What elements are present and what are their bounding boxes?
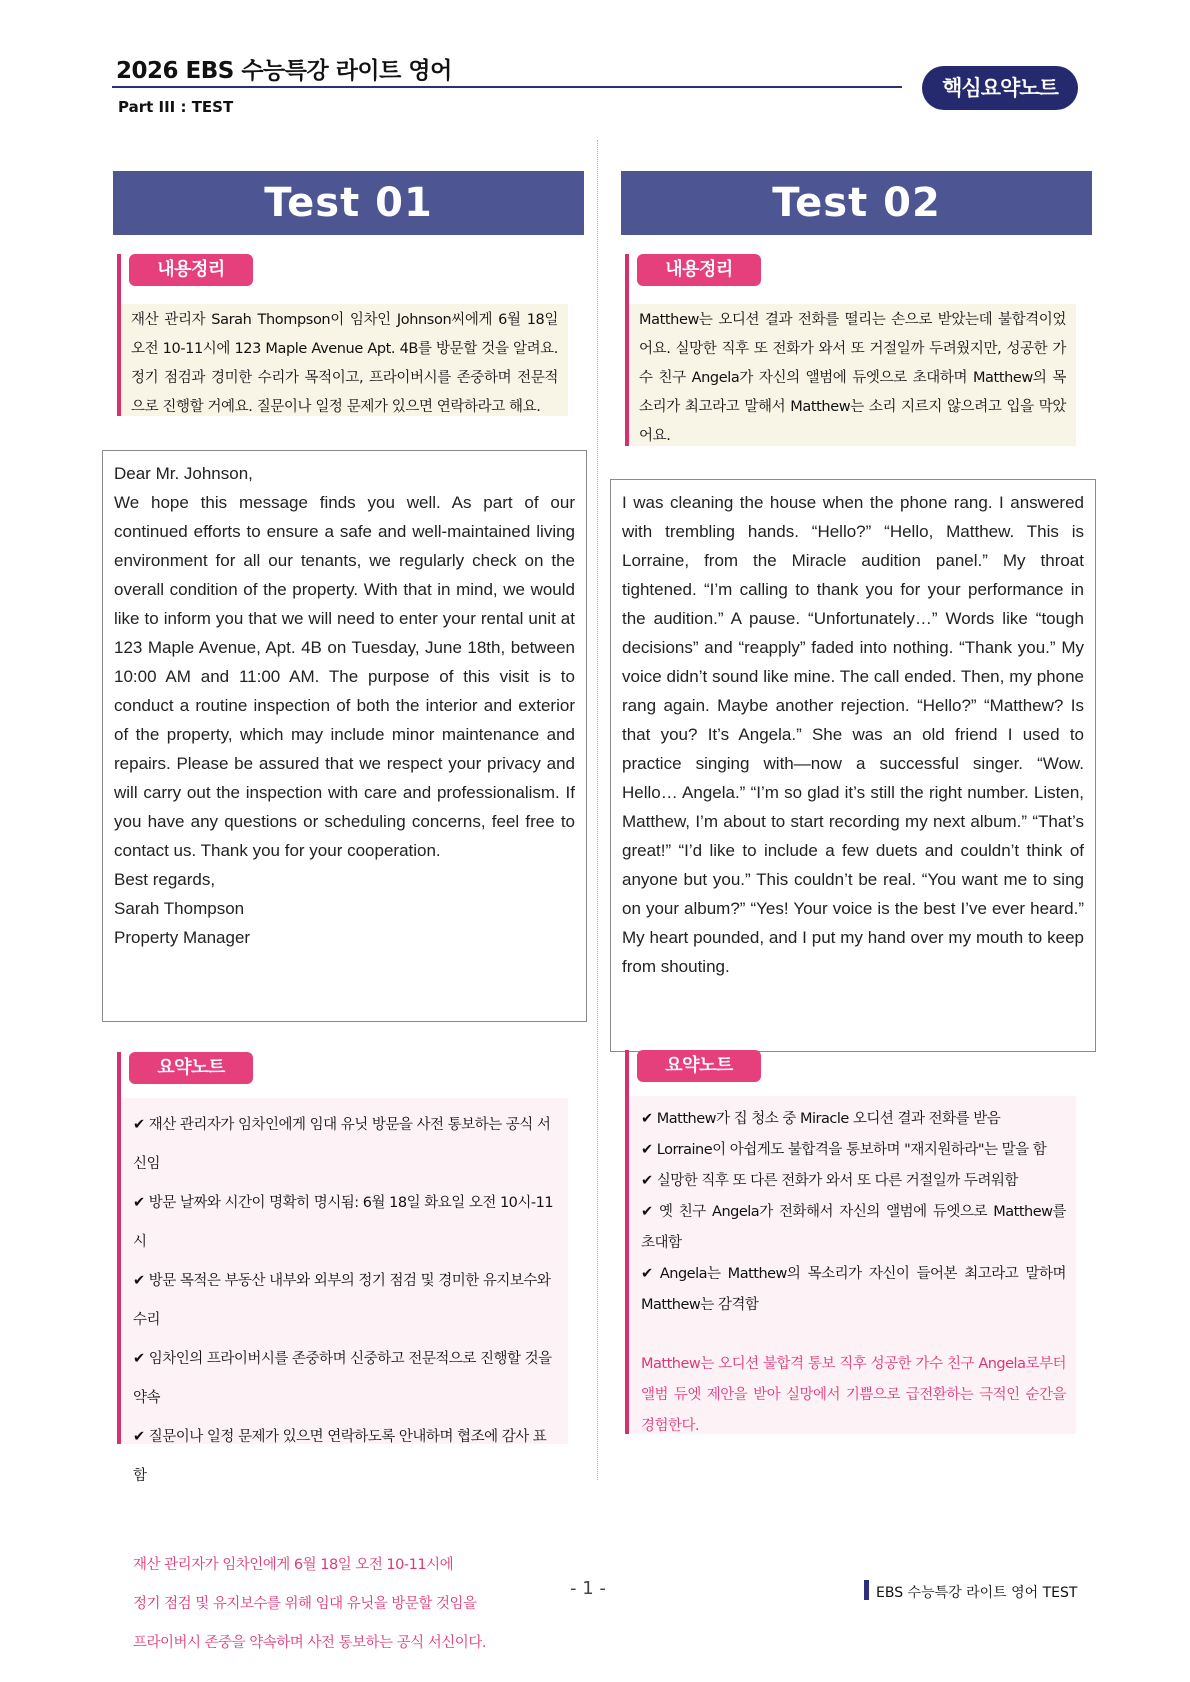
test1-note-item: ✔ 질문이나 일정 문제가 있으면 연락하도록 안내하며 협조에 감사 표함 [133,1429,547,1484]
header-badge: 핵심요약노트 [922,66,1078,110]
test2-summary-text: Matthew는 오디션 결과 전화를 떨리는 손으로 받았는데 불합격이었어요. 실망한 직후 또 전화가 와서 또 거절일까 두려웠지만, 성공한 가수 친구 Angela가 자신의 앨범에 듀엣으로 초대하며 Matthew의 목소리가 최고라고 말해서 Matthew는 소리 지르지 않으려고 입을 막았어요. [629,304,1076,446]
test2-note-item: ✔ 옛 친구 Angela가 전화해서 자신의 앨범에 듀엣으로 Matthew를 초대함 [641,1204,1066,1251]
letter-sender-title: Property Manager [114,928,251,947]
letter-closing: Best regards, [114,870,216,889]
footer-marker [864,1580,869,1600]
part-label: Part III : TEST [118,98,234,116]
test1-notes [121,1098,568,1651]
test2-passage-text: I was cleaning the house when the phone rang. I answered with trembling hands. “Hello?” “Hello, Matthew. This is Lorraine, from the Miracle audition panel.” My throat tightened. “I’m calling to thank you for your performance in the audition.” A pause. “Unfortunately…” Words like “tough decisions” and “reapply” faded into nothing. “Thank you.” My voice didn’t sound like mine. The call ended. Then, my phone rang again. Maybe another rejection. “Hello?” “Matthew? Is that you? It’s Angela.” She was an old friend I used to practice singing with—now a successful singer. “Wow. Hello… Angela.” “I’m so glad it’s still the right number. Listen, Matthew, I’m about to start recording my next album.” “That’s great!” “I’d like to include a few duets and couldn’t think of anyone but you.” This couldn’t be real. “You want me to sing on your album?” “Yes! Your voice is the best I’ve ever heard.” My heart pounded, and I put my hand over my mouth to keep from shouting. [622,493,1084,976]
test1-conclusion-line: 프라이버시 존중을 약속하며 사전 통보하는 공식 서신이다. [133,1635,486,1651]
test2-conclusion: Matthew는 오디션 불합격 통보 직후 성공한 가수 친구 Angela로부터 앨범 듀엣 제안을 받아 실망에서 기쁨으로 급전환하는 극적인 순간을 경험한다. [641,1356,1066,1434]
header-rule [112,86,902,88]
test1-summary-label: 내용정리 [129,254,253,286]
footer-label: EBS 수능특강 라이트 영어 TEST [876,1585,1078,1601]
page-number: - 1 - [570,1578,606,1599]
test2-note-item: ✔ Angela는 Matthew의 목소리가 자신이 들어본 최고라고 말하며 Matthew는 감격함 [641,1266,1066,1313]
test1-note-item: ✔ 재산 관리자가 임차인에게 임대 유닛 방문을 사전 통보하는 공식 서신임 [133,1117,551,1172]
test2-notes [629,1096,1076,1434]
test1-note-item: ✔ 방문 날짜와 시간이 명확히 명시됨: 6월 18일 화요일 오전 10시-11시 [133,1195,554,1250]
test1-note-item: ✔ 임차인의 프라이버시를 존중하며 신중하고 전문적으로 진행할 것을 약속 [133,1351,552,1406]
test1-summary-text: 재산 관리자 Sarah Thompson이 임차인 Johnson씨에게 6월 18일 오전 10-11시에 123 Maple Avenue Apt. 4B를 방문할 것을 알려요. 정기 점검과 경미한 수리가 목적이고, 프라이버시를 존중하며 전문적으로 진행할 거예요. 질문이나 일정 문제가 있으면 연락하라고 해요. [121,304,568,416]
test1-passage [102,450,587,1022]
test2-title: Test 02 [621,171,1092,235]
test2-note-item: ✔ Lorraine이 아쉽게도 불합격을 통보하며 "재지원하라"는 말을 함 [641,1142,1047,1158]
test2-note-item: ✔ Matthew가 집 청소 중 Miracle 오디션 결과 전화를 받음 [641,1111,1001,1127]
test2-passage [610,479,1096,1052]
test1-notes-label: 요약노트 [129,1052,253,1084]
document-title: 2026 EBS 수능특강 라이트 영어 [116,58,452,84]
test2-note-item: ✔ 실망한 직후 또 다른 전화가 와서 또 다른 거절일까 두려워함 [641,1173,1018,1189]
test2-notes-label: 요약노트 [637,1050,761,1082]
test1-conclusion [133,1546,558,1663]
letter-sender-name: Sarah Thompson [114,899,245,918]
test1-title: Test 01 [113,171,584,235]
test1-conclusion-line: 재산 관리자가 임차인에게 6월 18일 오전 10-11시에 [133,1557,454,1573]
test1-note-item: ✔ 방문 목적은 부동산 내부와 외부의 정기 점검 및 경미한 유지보수와 수리 [133,1273,551,1328]
letter-body: We hope this message finds you well. As part of our continued efforts to ensure a safe and well-maintained living environment for all our tenants, we regularly check on the overall condition of the property. With that in mind, we would like to inform you that we will need to enter your rental unit at 123 Maple Avenue, Apt. 4B on Tuesday, June 18th, between 10:00 AM and 11:00 AM. The purpose of this visit is to conduct a routine inspection of both the interior and exterior of the property, which may include minor maintenance and repairs. Please be assured that we respect your privacy and will carry out the inspection with care and professionalism. If you have any questions or scheduling concerns, feel free to contact us. Thank you for your cooperation. [114,493,575,860]
column-divider [597,140,598,1480]
test2-summary-label: 내용정리 [637,254,761,286]
letter-greeting: Dear Mr. Johnson, [114,464,253,483]
test1-conclusion-line: 정기 점검 및 유지보수를 위해 임대 유닛을 방문할 것임을 [133,1596,477,1612]
